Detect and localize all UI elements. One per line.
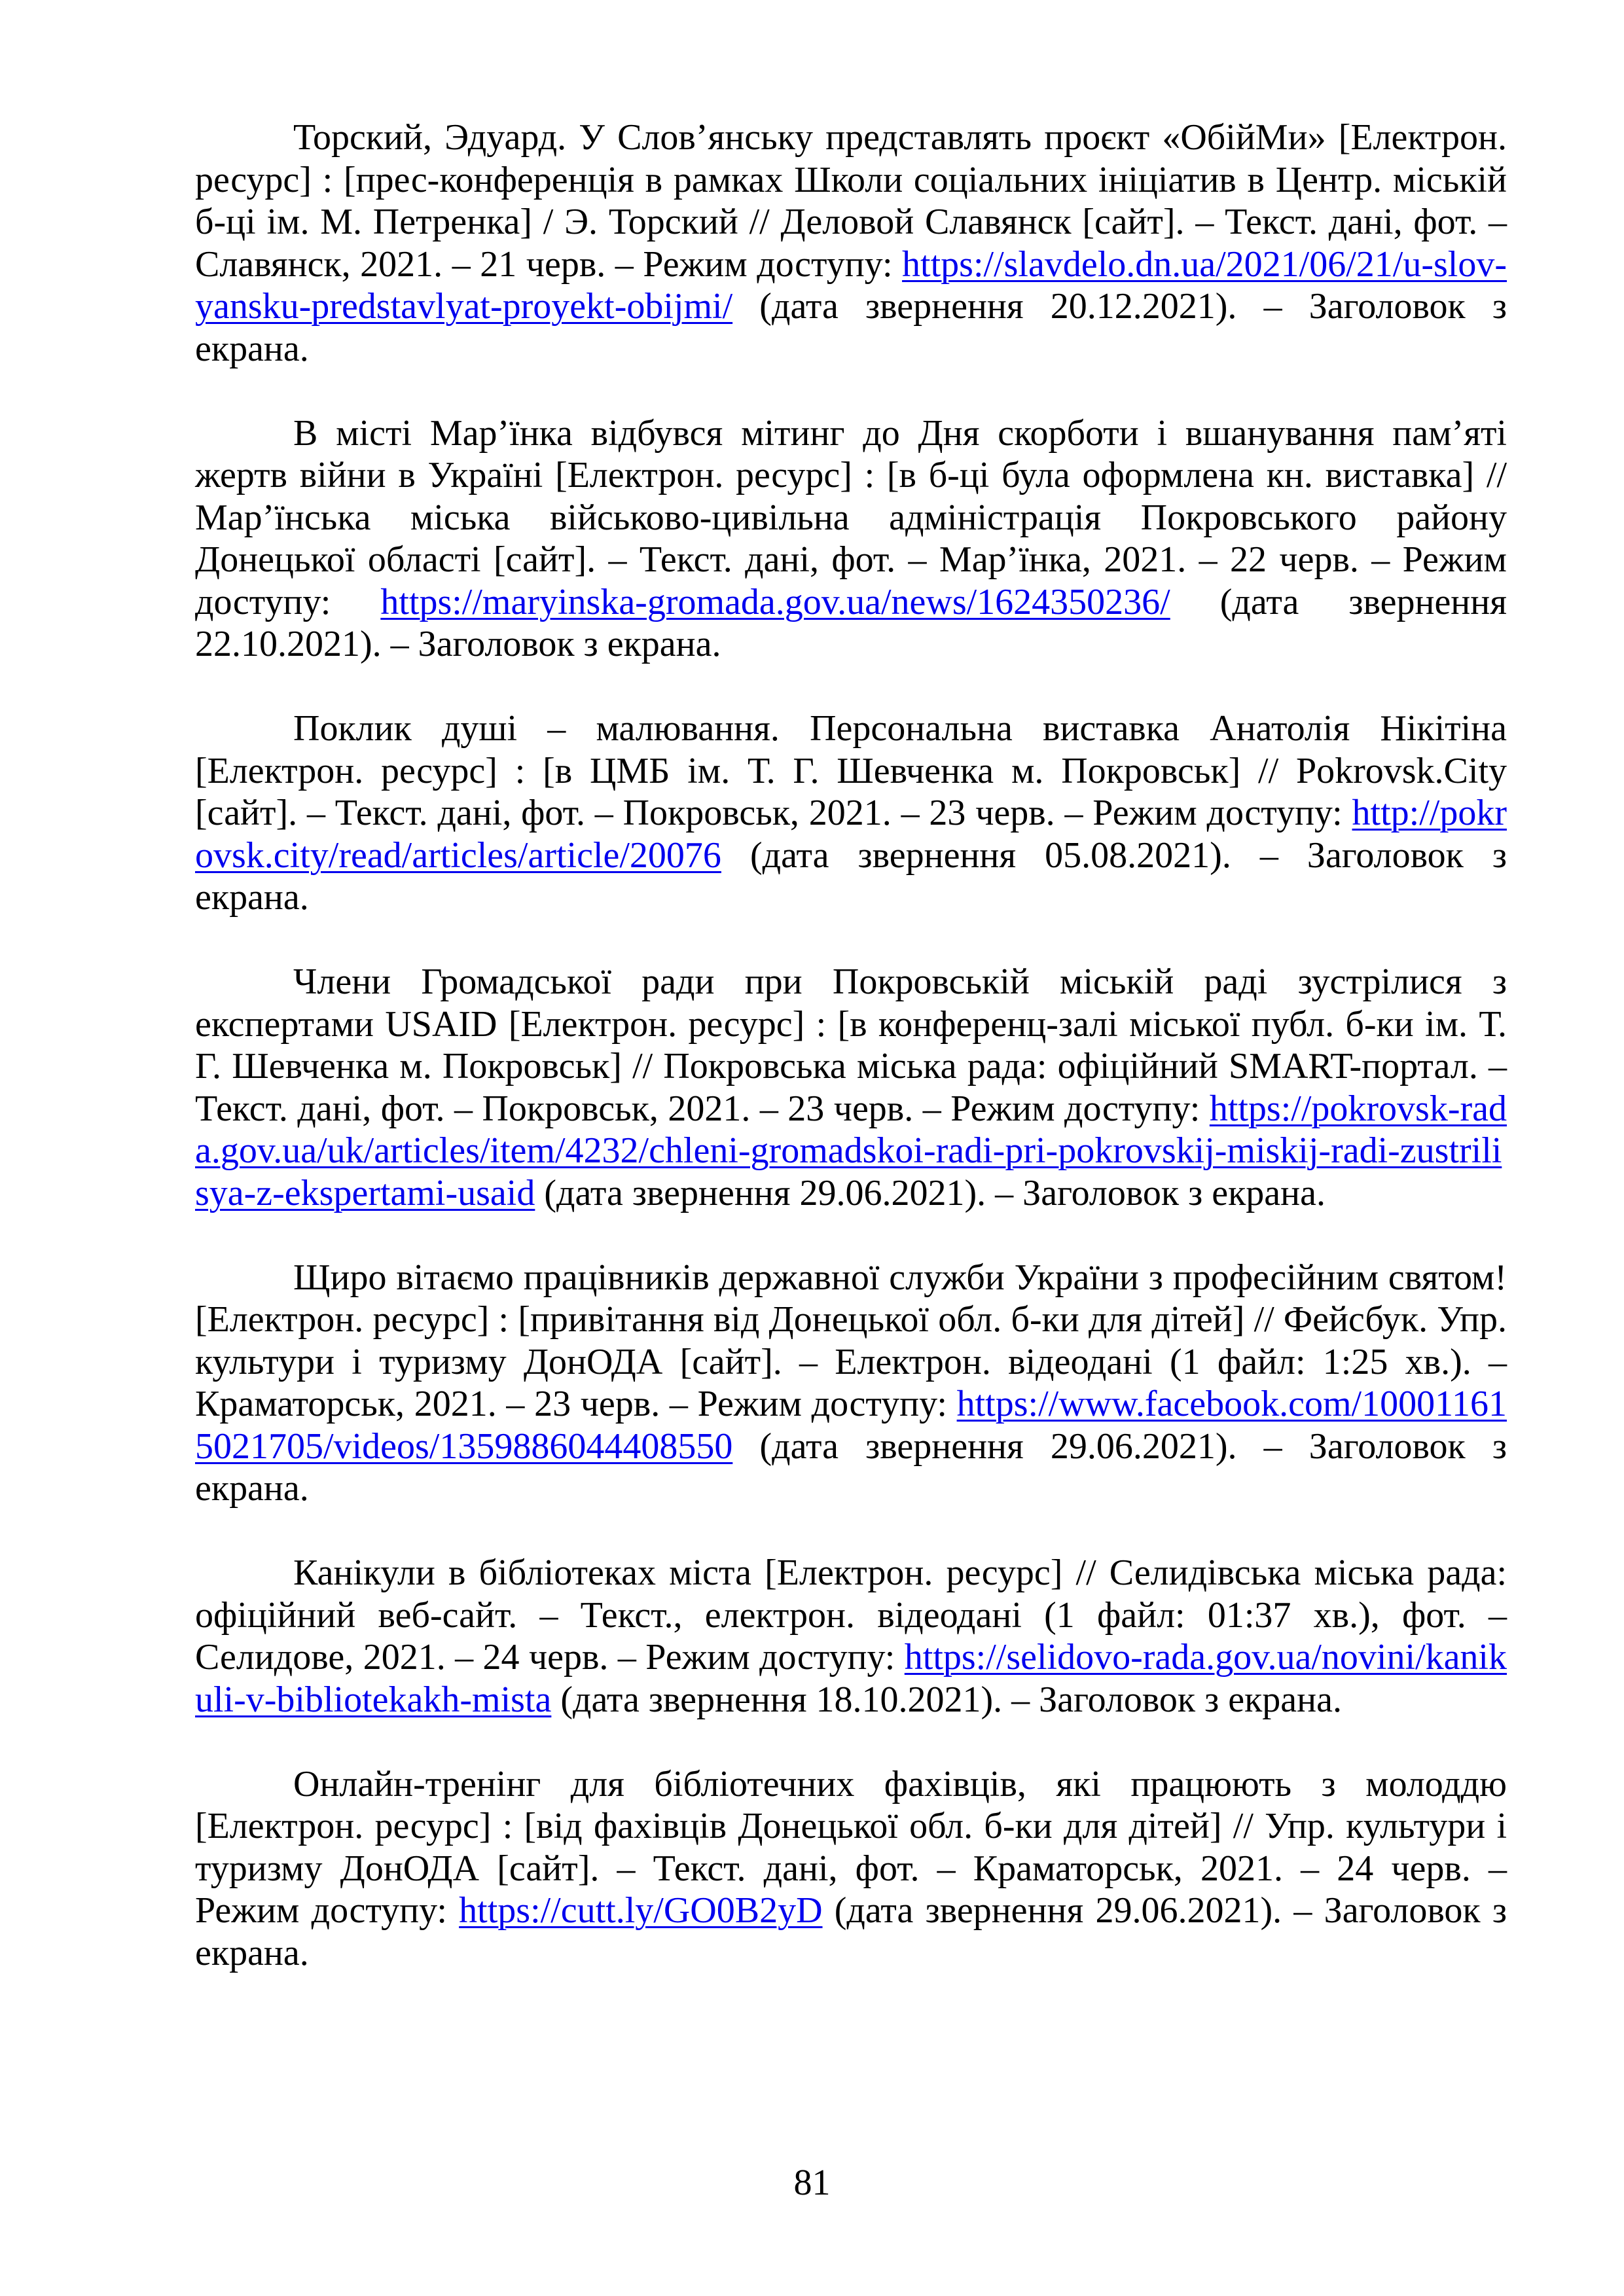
bibliography-entry [195,412,1507,666]
page-number: 81 [793,2162,831,2203]
entry-link[interactable]: https://selidovo-rada.gov.ua/novini/kanikuli-v-bibliotekakh-mista [195,1637,1507,1720]
bibliography-entry [195,1257,1507,1510]
entry-text-tail: (дата звернення 18.10.2021). – Заголовок з екрана. [551,1679,1342,1720]
entry-text: Торский, Эдуард. У Слов’янську представлять проєкт «ОбійМи» [Електрон. ресурс] : [прес-конференція в рамках Школи соціальних ініціатив в Центр. міській б-ці ім. М. Петренка] / Э. Торский // Деловой Славянск [сайт]. – Текст. дані, фот. – Славянск, 2021. – 21 черв. – Режим доступу: [195,117,1507,285]
bibliography-entry [195,117,1507,370]
entry-text: Онлайн-тренінг для бібліотечних фахівців, які працюють з молоддю [Електрон. ресурс] : [від фахівців Донецької обл. б-ки для дітей] // Упр. культури і туризму ДонОДА [сайт]. – Текст. дані, фот. – Краматорськ, 2021. – 24 черв. – Режим доступу: [195,1763,1507,1931]
entry-text: Канікули в бібліотеках міста [Електрон. ресурс] // Селидівська міська рада: офіційний веб-сайт. – Текст., електрон. відеодані (1 файл: 01:37 хв.), фот. – Селидове, 2021. – 24 черв. – Режим доступу: [195,1552,1507,1677]
entry-text: Поклик душі – малювання. Персональна виставка Анатолія Нікітіна [Електрон. ресурс] : [в ЦМБ ім. Т. Г. Шевченка м. Покровськ] // Pokrovsk.City [сайт]. – Текст. дані, фот. – Покровськ, 2021. – 23 черв. – Режим доступу: [195,708,1507,833]
entry-link[interactable]: http://pokrovsk.city/read/articles/article/20076 [195,793,1507,876]
entry-link[interactable]: https://slavdelo.dn.ua/2021/06/21/u-slov-yansku-predstavlyat-proyekt-obijmi/ [195,243,1507,327]
entry-link[interactable]: https://maryinska-gromada.gov.ua/news/1624350236/ [380,581,1170,622]
bibliography-entry [195,961,1507,1214]
entry-text-tail: (дата звернення 29.06.2021). – Заголовок з екрана. [195,1890,1507,1973]
entry-link[interactable]: https://cutt.ly/GO0B2yD [459,1890,823,1931]
entry-link[interactable]: https://pokrovsk-rada.gov.ua/uk/articles/item/4232/chleni-gromadskoi-radi-pri-pokrovskij-miskij-radi-zustrilisya-z-ekspertami-usaid [195,1088,1507,1213]
entry-text-tail: (дата звернення 05.08.2021). – Заголовок з екрана. [195,834,1507,918]
entry-link[interactable]: https://www.facebook.com/100011615021705/videos/1359886044408550 [195,1384,1507,1467]
entry-text: Щиро вітаємо працівників державної служби України з професійним святом! [Електрон. ресурс] : [привітання від Донецької обл. б-ки для дітей] // Фейсбук. Упр. культури і туризму ДонОДА [сайт]. – Електрон. відеодані (1 файл: 1:25 хв.). – Краматорськ, 2021. – 23 черв. – Режим доступу: [195,1257,1507,1424]
bibliography-list [195,117,1507,2017]
bibliography-entry [195,1763,1507,1975]
entry-text: Члени Громадської ради при Покровській міській раді зустрілися з експертами USAID [Електрон. ресурс] : [в конференц-залі міської публ. б-ки ім. Т. Г. Шевченка м. Покровськ] // Покровська міська рада: офіційний SMART-портал. – Текст. дані, фот. – Покровськ, 2021. – 23 черв. – Режим доступу: [195,961,1507,1129]
entry-text-tail: (дата звернення 20.12.2021). – Заголовок з екрана. [195,286,1507,369]
entry-text-tail: (дата звернення 29.06.2021). – Заголовок з екрана. [535,1172,1326,1213]
entry-text: В місті Мар’їнка відбувся мітинг до Дня скорботи і вшанування пам’яті жертв війни в Україні [Електрон. ресурс] : [в б-ці була оформлена кн. виставка] // Мар’їнська міська військово-цивільна адміністрація Покровського району Донецької області [сайт]. – Текст. дані, фот. – Мар’їнка, 2021. – 22 черв. – Режим доступу: [195,412,1507,622]
entry-text-tail: (дата звернення 22.10.2021). – Заголовок з екрана. [195,581,1507,664]
bibliography-entry [195,1552,1507,1721]
bibliography-entry [195,708,1507,919]
entry-text-tail: (дата звернення 29.06.2021). – Заголовок з екрана. [195,1426,1507,1509]
